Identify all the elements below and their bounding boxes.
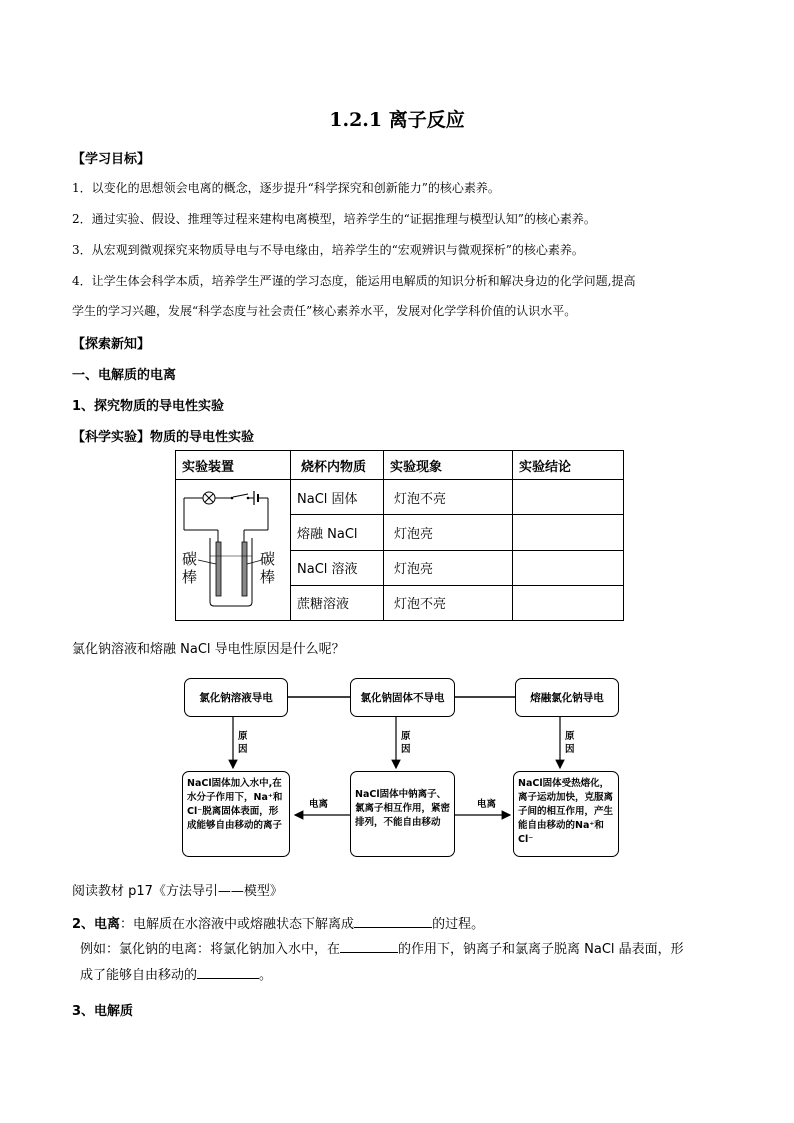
example-text-end: 。 bbox=[259, 968, 273, 983]
flow-box-solid-nonconductive: 氯化钠固体不导电 bbox=[350, 678, 455, 717]
section-2-text-end: 的过程。 bbox=[432, 917, 485, 932]
example-text: 成了能够自由移动的 bbox=[80, 968, 198, 983]
example-text: 例如：氯化钠的电离：将氯化钠加入水中，在 bbox=[80, 942, 341, 957]
table-header: 烧杯内物质 bbox=[291, 451, 384, 480]
goal-4-cont: 学生的学习兴趣，发展“科学态度与社会责任”核心素养水平，发展对化学学科价值的认识水平。 bbox=[72, 304, 577, 318]
section-2-text: ：电解质在水溶液中或熔融状态下解离成 bbox=[120, 917, 355, 932]
flow-box-solution-reason: NaCl固体加入水中,在水分子作用下，Na⁺和Cl⁻脱离固体表面，形成能够自由移动的离子 bbox=[182, 771, 290, 857]
explore-heading: 【探索新知】 bbox=[72, 337, 151, 352]
flow-box-solid-reason: NaCl固体中钠离子、氯离子相互作用，紧密排列，不能自由移动 bbox=[350, 771, 455, 857]
goal-2: 2．通过实验、假设、推理等过程来建构电离模型，培养学生的“证据推理与模型认知”的核心素养。 bbox=[72, 212, 596, 226]
reason-label: 原因 bbox=[565, 731, 575, 755]
table-header: 实验现象 bbox=[384, 451, 513, 480]
section-1-heading: 一、电解质的电离 bbox=[72, 368, 177, 383]
example-text-cont: 的作用下，钠离子和氯离子脱离 NaCl 晶表面，形 bbox=[398, 942, 684, 957]
table-cell: 灯泡不亮 bbox=[384, 585, 513, 620]
example-line-1 bbox=[80, 938, 684, 957]
blank-field[interactable] bbox=[354, 915, 432, 928]
blank-field[interactable] bbox=[197, 966, 259, 979]
table-cell: NaCl 固体 bbox=[291, 480, 384, 515]
blank-field[interactable] bbox=[340, 940, 398, 953]
goal-3: 3．从宏观到微观探究来物质导电与不导电缘由，培养学生的“宏观辨识与微观探析”的核心素养。 bbox=[72, 243, 584, 257]
goal-1: 1．以变化的思想领会电离的概念，逐步提升“科学探究和创新能力”的核心素养。 bbox=[72, 181, 500, 195]
table-cell: 蔗糖溶液 bbox=[291, 585, 384, 620]
flow-box-molten-reason: NaCl固体受热熔化，离子运动加快，克服离子间的相互作用，产生能自由移动的Na⁺和Cl⁻ bbox=[513, 771, 619, 857]
table-cell: 灯泡亮 bbox=[384, 550, 513, 585]
reason-label: 原因 bbox=[401, 731, 411, 755]
table-header: 实验结论 bbox=[513, 451, 624, 480]
flow-box-molten-conducts: 熔融氯化钠导电 bbox=[515, 678, 619, 717]
flow-box-solution-conducts: 氯化钠溶液导电 bbox=[184, 678, 288, 717]
reason-label: 原因 bbox=[238, 731, 248, 755]
carbon-rod-label-right: 碳棒 bbox=[260, 550, 276, 586]
example-line-2 bbox=[80, 964, 272, 983]
goal-4: 4．让学生体会科学本质，培养学生严谨的学习态度，能运用电解质的知识分析和解决身边的化学问题,提高 bbox=[72, 274, 636, 288]
ionize-label: 电离 bbox=[477, 799, 497, 810]
table-cell: NaCl 溶液 bbox=[291, 550, 384, 585]
subsection-1-heading: 1、探究物质的导电性实验 bbox=[72, 399, 225, 414]
section-3-heading: 3、电解质 bbox=[72, 1004, 134, 1019]
section-2-line bbox=[72, 913, 484, 932]
carbon-rod-label-left: 碳棒 bbox=[182, 550, 198, 586]
ionize-label: 电离 bbox=[309, 799, 329, 810]
table-header: 实验装置 bbox=[176, 451, 291, 480]
section-2-label: 2、电离 bbox=[72, 917, 121, 932]
table-cell: 灯泡不亮 bbox=[384, 480, 513, 515]
table-cell: 灯泡亮 bbox=[384, 515, 513, 550]
question-text: 氯化钠溶液和熔融 NaCl 导电性原因是什么呢？ bbox=[72, 642, 345, 657]
experiment-label: 【科学实验】物质的导电性实验 bbox=[72, 430, 255, 445]
goals-heading: 【学习目标】 bbox=[72, 152, 151, 167]
page-title: 1.2.1 离子反应 bbox=[329, 109, 465, 131]
table-cell: 熔融 NaCl bbox=[291, 515, 384, 550]
reading-note: 阅读教材 p17《方法导引——模型》 bbox=[72, 884, 283, 899]
